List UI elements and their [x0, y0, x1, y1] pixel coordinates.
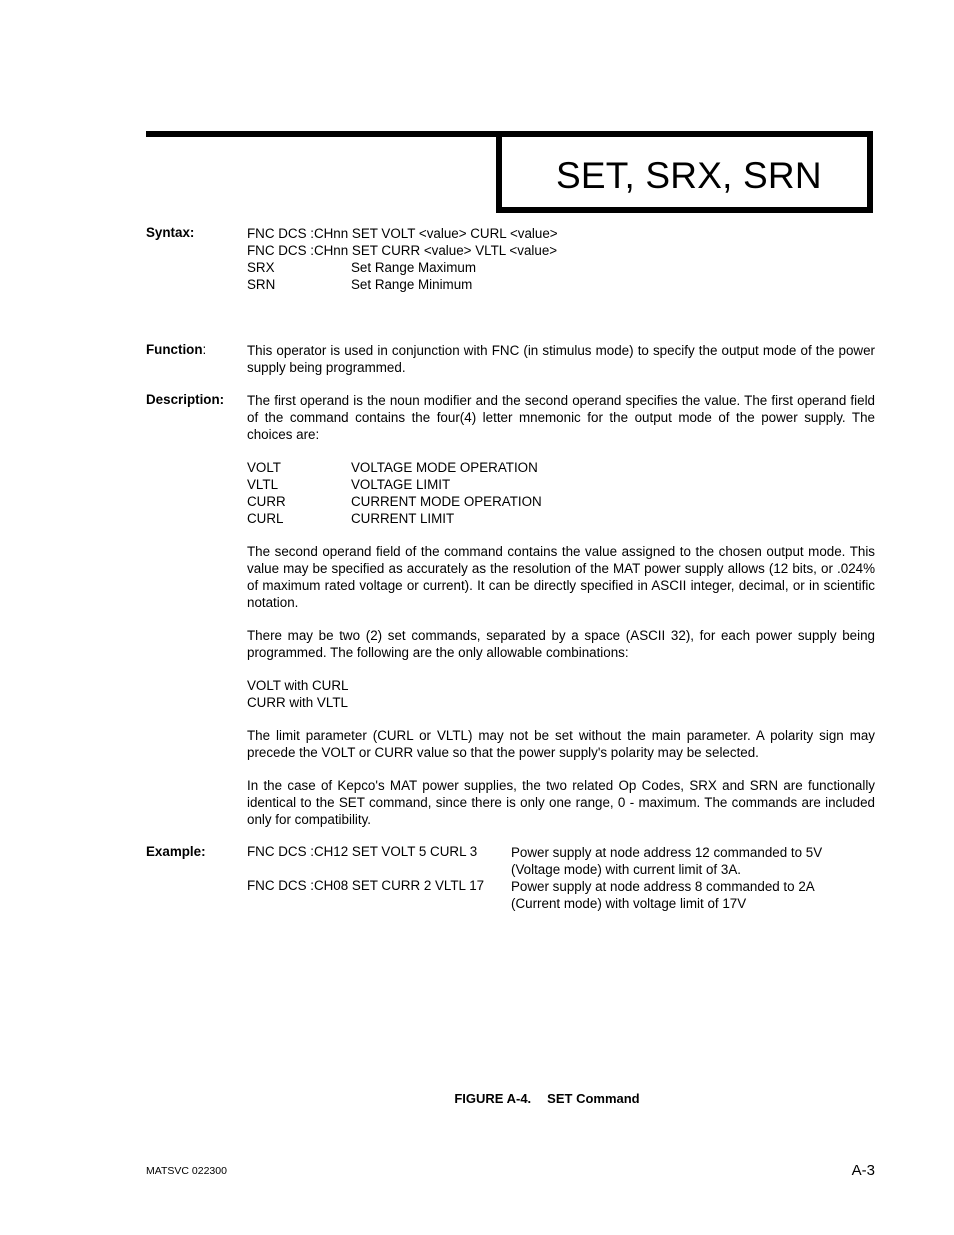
- figure-number: FIGURE A-4.: [454, 1091, 532, 1106]
- footer-doc-id: MATSVC 022300: [146, 1165, 227, 1177]
- syntax-desc: Set Range Maximum: [351, 260, 477, 275]
- function-text: This operator is used in conjunction with FNC (in stimulus mode) to specify the output mode of the power supply being programmed.: [247, 343, 875, 375]
- example-desc-line: (Voltage mode) with current limit of 3A.: [511, 862, 741, 877]
- example-command: FNC DCS :CH08 SET CURR 2 VLTL 17: [247, 878, 485, 893]
- figure-title: SET Command: [547, 1091, 640, 1106]
- mode-code: CURL: [247, 511, 284, 526]
- mode-code: VLTL: [247, 477, 279, 492]
- example-desc: [511, 878, 815, 912]
- mode-desc: VOLTAGE MODE OPERATION: [351, 460, 538, 475]
- function-label-colon: :: [202, 342, 207, 357]
- description-label: Description:: [146, 392, 225, 407]
- syntax-line: FNC DCS :CHnn SET VOLT <value> CURL <value>: [247, 226, 558, 241]
- combos: [247, 677, 875, 711]
- mode-code: VOLT: [247, 460, 281, 475]
- syntax-label: Syntax:: [146, 225, 195, 240]
- function-label: [146, 342, 206, 357]
- title-box: [496, 131, 873, 213]
- footer-page-number: A-3: [851, 1162, 875, 1179]
- syntax-desc: Set Range Minimum: [351, 277, 473, 292]
- syntax-line: FNC DCS :CHnn SET CURR <value> VLTL <value>: [247, 243, 558, 258]
- mode-code: CURR: [247, 494, 286, 509]
- example-desc-line: Power supply at node address 12 commanded to 5V: [511, 845, 823, 860]
- description-intro: The first operand is the noun modifier and the second operand specifies the value. The first operand field of the command contains the four(4) letter mnemonic for the output mode of the power supply. The choices are:: [247, 393, 875, 442]
- syntax-table-desc: [351, 259, 476, 293]
- syntax-code: SRN: [247, 277, 276, 292]
- example-label: Example:: [146, 844, 206, 859]
- syntax-code: SRX: [247, 260, 275, 275]
- page-title: SET, SRX, SRN: [556, 155, 822, 196]
- example-desc: [511, 844, 822, 878]
- mode-codes: [247, 459, 875, 527]
- syntax-table: [247, 259, 875, 293]
- example-command: FNC DCS :CH12 SET VOLT 5 CURL 3: [247, 844, 478, 859]
- mode-descs: [351, 459, 542, 527]
- figure-caption: [0, 1091, 954, 1106]
- description-para4: The limit parameter (CURL or VLTL) may not be set without the main parameter. A polarity sign may precede the VOLT or CURR value so that the power supply's polarity may be selected.: [247, 728, 875, 760]
- combo-item: CURR with VLTL: [247, 695, 348, 710]
- function-label-text: Function: [146, 342, 203, 357]
- description-para3: There may be two (2) set commands, separated by a space (ASCII 32), for each power supply being programmed. The following are the only allowable combinations:: [247, 628, 875, 660]
- mode-desc: VOLTAGE LIMIT: [351, 477, 451, 492]
- syntax-block: [247, 225, 875, 259]
- example-desc-line: Power supply at node address 8 commanded to 2A: [511, 879, 815, 894]
- mode-desc: CURRENT LIMIT: [351, 511, 455, 526]
- mode-desc: CURRENT MODE OPERATION: [351, 494, 542, 509]
- example-desc-line: (Current mode) with voltage limit of 17V: [511, 896, 747, 911]
- description-para2: The second operand field of the command contains the value assigned to the chosen output mode. This value may be specified as accurately as the resolution of the MAT power supply allows (12 bits, or .024% of maximum rated voltage or current). It can be directly specified in ASCII integer, decimal, or in scientific notation.: [247, 544, 875, 610]
- combo-item: VOLT with CURL: [247, 678, 349, 693]
- description-para5: In the case of Kepco's MAT power supplies, the two related Op Codes, SRX and SRN are functionally identical to the SET command, since there is only one range, 0 - maximum. The commands are included only for compatibility.: [247, 778, 875, 827]
